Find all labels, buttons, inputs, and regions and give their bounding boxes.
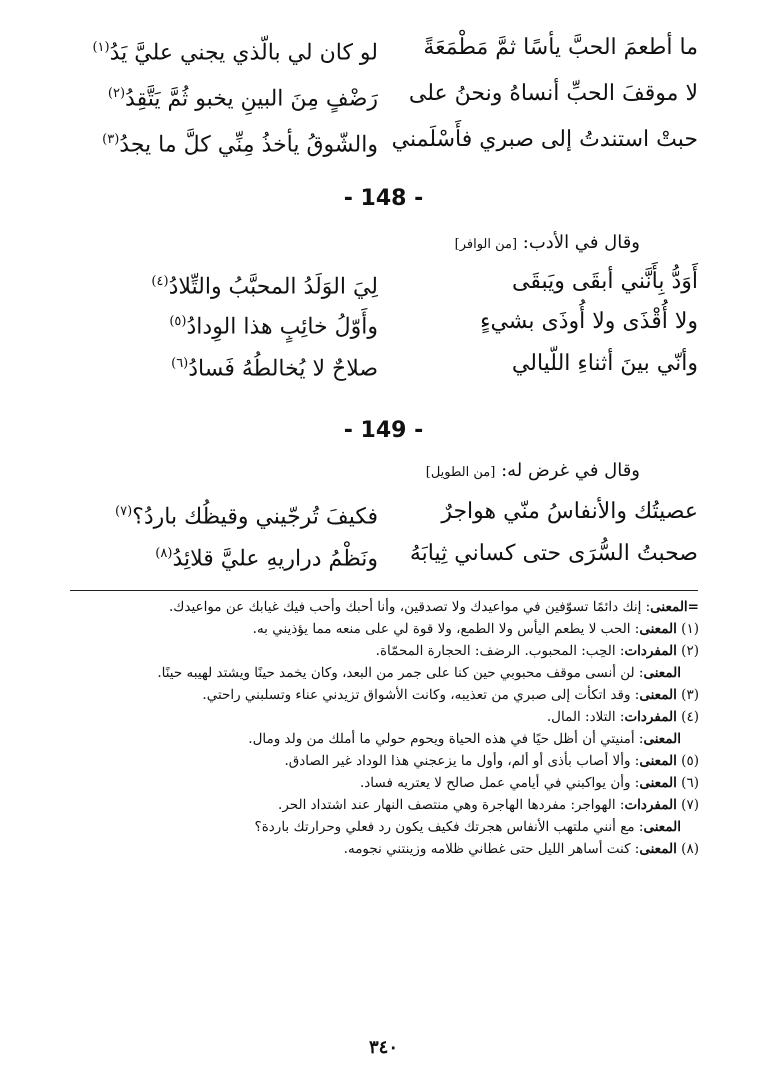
footnote-label: =المعنى <box>650 599 699 615</box>
verse-second-hemistich <box>78 302 378 347</box>
verse-first-hemistich: أَوَدُّ بِأَنَّني أبقَى ويَبقَى <box>512 269 698 294</box>
footnote-marker: (٥) <box>169 314 187 329</box>
footnote-text: : كنت أساهر الليل حتى غطاني ظلامه وزينتني نجومه. <box>343 841 640 857</box>
footnote <box>68 706 699 728</box>
footnote <box>68 772 699 794</box>
verse-line <box>70 74 698 114</box>
hemistich-text: لو كان لي بالّذي يجني عليَّ يَدُ <box>109 40 378 66</box>
footnote-label: المعنى <box>643 819 681 835</box>
footnote-label: المعنى <box>639 753 677 769</box>
meter-label: [من الطويل] <box>425 465 496 480</box>
page-number: ٣٤٠ <box>368 1037 398 1058</box>
hemistich-text: ونَظْمُ دراريهِ عليَّ قلائِدُ <box>172 546 378 572</box>
verse-first-hemistich: ولا أُقْذَى ولا أُوذَى بشيءٍ <box>480 309 698 334</box>
verse-first-hemistich: حبتْ استندتُ إلى صبري فأَسْلَمني <box>391 127 698 152</box>
footnote <box>68 640 699 662</box>
footnote-text: : إنك دائمًا تسوّفين في مواعيدك ولا تصدقين، وأنا أحبك وأحب فيك غيابك عن مواعيدك. <box>168 599 651 615</box>
verse-line <box>70 120 698 160</box>
poem-number-148: - 148 - <box>343 186 424 211</box>
verse-second-hemistich <box>78 344 378 389</box>
footnote-number: (٣) <box>681 687 699 703</box>
footnote-number: (٢) <box>681 643 699 659</box>
verse-second-hemistich <box>78 262 378 307</box>
verse-second-hemistich <box>78 534 378 579</box>
poem-intro <box>426 460 640 481</box>
footnote <box>68 596 699 618</box>
verse-line <box>70 344 698 384</box>
footnote-label: المعنى <box>639 687 677 703</box>
footnote <box>68 684 699 706</box>
footnote-text: : الهواجر: مفردها الهاجرة وهي منتصف النهار عند اشتداد الحر. <box>278 797 625 813</box>
footnote <box>68 728 699 750</box>
footnote <box>68 750 699 772</box>
verse-line <box>70 492 698 532</box>
verse-second-hemistich <box>78 120 378 165</box>
footnote-number: (٨) <box>681 841 699 857</box>
footnote-text: : أمنيتي أن أظل حيًا في هذه الحياة ويحوم حولي ما أملك من ولد ومال. <box>248 731 644 747</box>
intro-text: وقال في الأدب: <box>522 232 640 253</box>
footnotes <box>68 596 699 860</box>
footnote-label: المعنى <box>639 841 677 857</box>
footnote-label: المعنى <box>639 775 677 791</box>
verse-line <box>70 28 698 68</box>
meter-label: [من الوافر] <box>454 237 518 252</box>
hemistich-text: وأَوّلُ خائِبٍ هذا الوِدادُ <box>186 314 378 340</box>
footnote-marker: (٢) <box>107 86 126 101</box>
footnote <box>68 618 699 640</box>
footnote-label: المفردات <box>624 797 677 813</box>
footnote-text: : مع أنني ملتهب الأنفاس هجرتك فكيف يكون رد فعلي وحرارتك باردة؟ <box>254 819 644 835</box>
verse-first-hemistich: وأنّي بينَ أثناءِ اللّيالي <box>511 351 698 376</box>
footnote-marker: (٨) <box>155 546 173 561</box>
footnote-marker: (٤) <box>151 274 169 289</box>
verse-second-hemistich <box>78 492 378 537</box>
hemistich-text: لِيَ الوَلَدُ المحبَّبُ والتِّلادُ <box>168 274 378 300</box>
footnote-text: : وألا أصاب بأذى أو ألم، وأول ما يزعجني هذا الوداد غير الصادق. <box>284 753 640 769</box>
intro-text: وقال في غرض له: <box>501 460 640 481</box>
footnote-divider <box>70 590 698 591</box>
footnote-number: (٤) <box>681 709 699 725</box>
footnote <box>68 816 699 838</box>
footnote <box>68 662 699 684</box>
footnote-label: المعنى <box>643 731 681 747</box>
footnote-label: المفردات <box>624 709 677 725</box>
hemistich-text: رَضْفٍ مِنَ البينِ يخبو ثُمَّ يَتَّقِدُ <box>125 86 378 112</box>
footnote-label: المعنى <box>643 665 681 681</box>
poem-number-149: - 149 - <box>343 418 424 443</box>
verse-line <box>70 302 698 342</box>
verse-line <box>70 534 698 574</box>
poem-intro <box>455 232 640 253</box>
verse-first-hemistich: ما أطعمَ الحبَّ يأسًا ثمَّ مَطْمَعَةً <box>423 35 698 60</box>
footnote <box>68 794 699 816</box>
verse-second-hemistich <box>78 28 378 73</box>
footnote-number: (١) <box>681 621 699 637</box>
verse-line <box>70 262 698 302</box>
footnote-label: المفردات <box>624 643 677 659</box>
hemistich-text: صلاحٌ لا يُخالطُهُ فَسادُ <box>188 356 378 382</box>
footnote-marker: (٧) <box>115 504 133 519</box>
footnote <box>68 838 699 860</box>
footnote-text: : وأن يواكبني في أيامي عمل صالح لا يعتريه فساد. <box>359 775 640 791</box>
verse-first-hemistich: لا موقفَ الحبِّ أنساهُ ونحنُ على <box>408 81 698 106</box>
footnote-text: : التلاد: المال. <box>546 709 625 725</box>
footnote-marker: (٣) <box>102 132 120 147</box>
footnote-number: (٧) <box>681 797 699 813</box>
footnote-text: : الحِب: المحبوب. الرضف: الحجارة المحمّاة. <box>375 643 625 659</box>
footnote-text: : لن أنسى موقف محبوبي حين كنا على جمر من البعد، وكان يخمد حينًا ويشتد لهيبه حينًا. <box>157 665 644 681</box>
hemistich-text: فكيفَ تُرجّيني وقيظُك باردُ؟ <box>132 504 378 530</box>
verse-second-hemistich <box>78 74 378 119</box>
hemistich-text: والشّوقُ يأخذُ مِنِّي كلَّ ما يجدُ <box>119 132 378 158</box>
footnote-marker: (١) <box>92 40 110 55</box>
footnote-marker: (٦) <box>171 356 189 371</box>
footnote-number: (٥) <box>681 753 699 769</box>
footnote-number: (٦) <box>681 775 699 791</box>
footnote-label: المعنى <box>639 621 677 637</box>
footnote-text: : وقد اتكأت إلى صبري من تعذيبه، وكانت الأشواق تزيدني عناء وتسلبني راحتي. <box>202 687 640 703</box>
footnote-text: : الحب لا يطعم اليأس ولا الطمع، ولا قوة لي على منعه مما يؤذيني به. <box>252 621 640 637</box>
verse-first-hemistich: عصيتُك والأنفاسُ منّي هواجرٌ <box>441 499 698 524</box>
verse-first-hemistich: صحبتُ السُّرَى حتى كساني ثِيابَهُ <box>409 541 698 566</box>
